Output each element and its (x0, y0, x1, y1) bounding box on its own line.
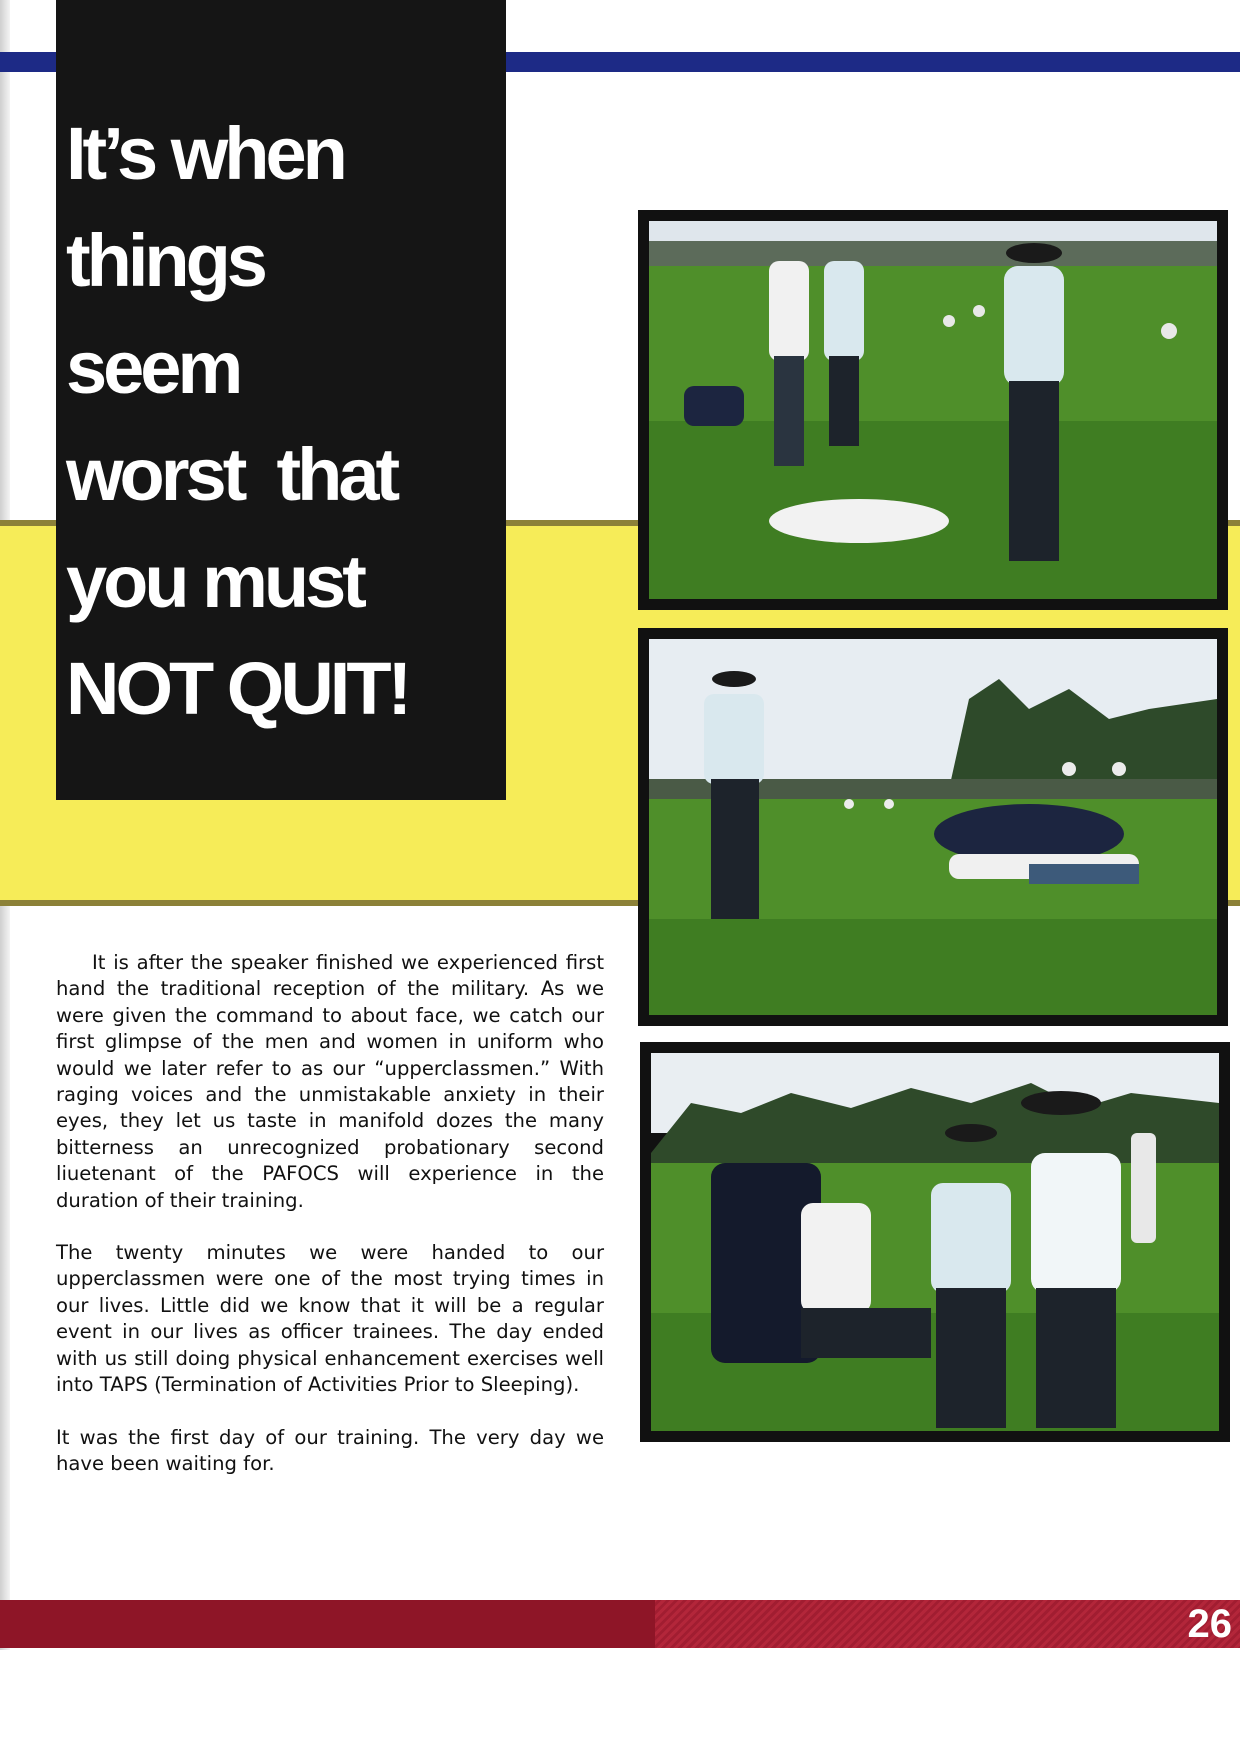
article-paragraph: It is after the speaker finished we experienced first hand the traditional reception of the military. As we were given the command to about face, we catch our first glimpse of the men and women in uniform who would we later refer to as our “upperclassmen.” With raging voices and the unmistakable anxiety in their eyes, they let us taste in manifold dozes the many bitterness an unrecognized probationary second liuetenant of the PAFOCS will experience in the duration of their training. (56, 951, 604, 1212)
article-paragraph: It was the first day of our training. The very day we have been waiting for. (56, 1425, 604, 1475)
page-number: 26 (1187, 1602, 1232, 1646)
photo-drill-instructor-shouting (638, 210, 1228, 610)
headline-line: worst that (66, 433, 397, 516)
headline-line: you must (66, 540, 363, 623)
headline (66, 100, 506, 742)
headline-line: It’s when (66, 112, 344, 195)
headline-line: things (66, 219, 264, 302)
footer-band-dark (0, 1600, 655, 1648)
article-body (56, 950, 604, 1503)
photo-trainee-carrying-bag (640, 1042, 1230, 1442)
headline-line: seem (66, 326, 240, 409)
photo-scene (649, 221, 1217, 599)
photo-scene (649, 639, 1217, 1015)
photo-trainees-pushups (638, 628, 1228, 1026)
photo-scene (651, 1053, 1219, 1431)
article-paragraph: The twenty minutes we were handed to our upperclassmen were one of the most trying times in our lives. Little did we know that it will be a regular event in our lives as officer trainees. The day ended with us still doing physical enhancement exercises well into TAPS (Termination of Activities Prior to Sleeping). (56, 1241, 604, 1397)
headline-line: NOT QUIT! (66, 647, 409, 730)
